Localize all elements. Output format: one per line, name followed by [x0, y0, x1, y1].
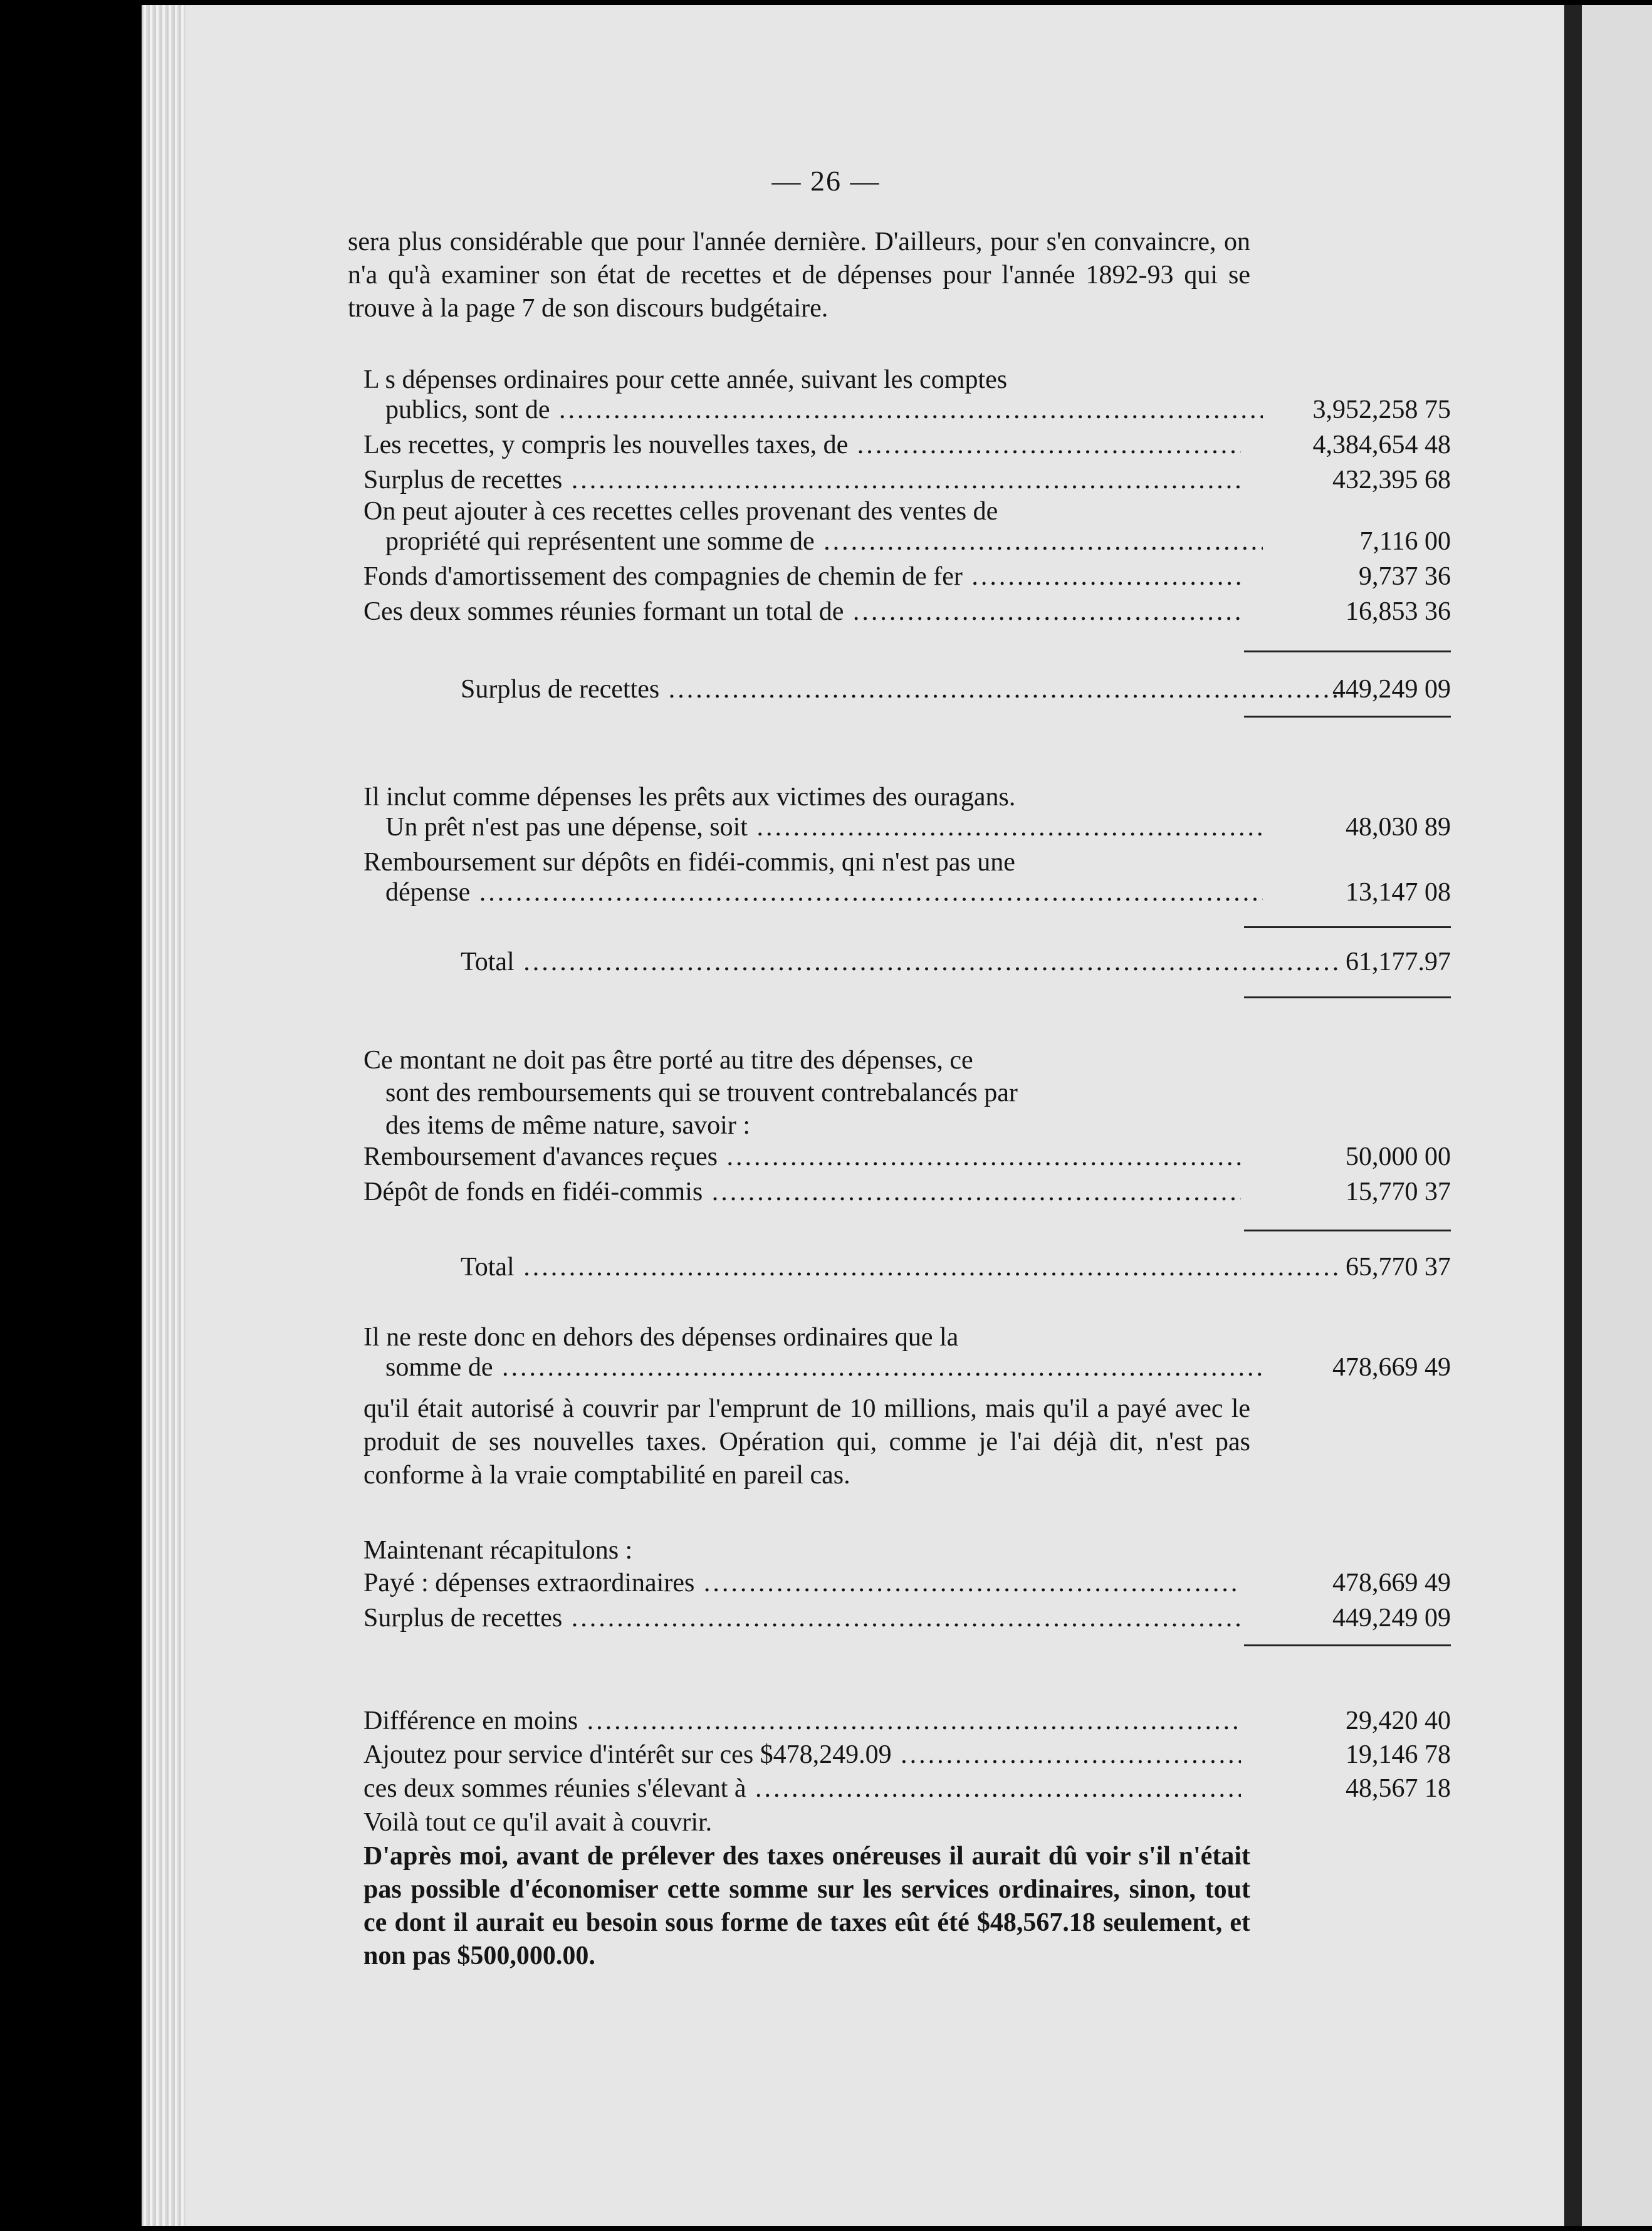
amount: 449,249 09 [1332, 675, 1451, 704]
b2-total-row: Total ..... 61,177.97 [461, 943, 1451, 977]
b3-total-row: Total ..... 65,770 37 [461, 1248, 1451, 1282]
b2-deposit-row: dépense ..... 13,147 08 [385, 874, 1451, 907]
b1-surplus-row: Surplus de recettes ..... 432,395 68 [363, 461, 1451, 495]
b1-sinking-fund-row: Fonds d'amortissement des compagnies de chemin de fer ..... 9,737 36 [363, 558, 1451, 592]
amount: 61,177.97 [1346, 948, 1451, 976]
b5-voila: Voilà tout ce qu'il avait à couvrir. [363, 1808, 713, 1837]
b5-interest-row: Ajoutez pour service d'intérêt sur ces $478,249.09 ..... 19,146 78 [363, 1736, 1451, 1770]
b4-paragraph: qu'il était autorisé à couvrir par l'emprunt de 10 millions, mais qu'il a payé avec le produit de ses nouvelles taxes. Opération qui, comme je l'ai déjà dit, n'est pas conforme à la vraie comptabilité en pareil cas. [363, 1394, 1250, 1490]
amount: 48,567 18 [1346, 1774, 1451, 1803]
b5-difference-row: Différence en moins ..... 29,420 40 [363, 1702, 1451, 1736]
b3-line2: sont des remboursements qui se trouvent contrebalancés par [385, 1079, 1018, 1107]
b1-sales-line1: On peut ajouter à ces recettes celles provenant des ventes de [363, 497, 998, 526]
b1-receipts-row: Les recettes, y compris les nouvelles taxes, de ..... 4,384,654 48 [363, 426, 1451, 460]
amount: 29,420 40 [1346, 1706, 1451, 1735]
b1-sum-row: Ces deux sommes réunies formant un total de ..... 16,853 36 [363, 593, 1451, 627]
rule [1244, 926, 1451, 928]
b1-total-row: Surplus de recettes ..... 449,249 09 [461, 671, 1451, 704]
amount: 7,116 00 [1359, 527, 1451, 556]
b4-surplus-row: Surplus de recettes ..... 449,249 09 [363, 1599, 1451, 1633]
amount: 432,395 68 [1332, 466, 1451, 494]
b3-line3: des items de même nature, savoir : [385, 1111, 750, 1140]
b4-sum-row: somme de ..... 478,669 49 [385, 1349, 1451, 1382]
amount: 65,770 37 [1346, 1253, 1451, 1282]
amount: 4,384,654 48 [1312, 431, 1451, 459]
rule [1244, 716, 1451, 718]
page-number: — 26 — [771, 165, 881, 197]
b3-deposit-row: Dépôt de fonds en fidéi-commis ..... 15,770 37 [363, 1173, 1451, 1207]
amount: 16,853 36 [1346, 597, 1451, 626]
amount: 478,669 49 [1332, 1569, 1451, 1597]
rule [1244, 1230, 1451, 1231]
amount: 19,146 78 [1346, 1740, 1451, 1769]
amount: 15,770 37 [1346, 1178, 1451, 1206]
b1-expenses-row: publics, sont de ..... 3,952,258 75 [385, 391, 1451, 425]
rule [1244, 1644, 1451, 1646]
amount: 48,030 89 [1346, 813, 1451, 842]
b2-loans-row: Un prêt n'est pas une dépense, soit ..... 48,030 89 [385, 808, 1451, 842]
amount: 3,952,258 75 [1312, 395, 1451, 424]
b1-sales-row: propriété qui représentent une somme de ..... 7,116 00 [385, 523, 1451, 556]
b3-advances-row: Remboursement d'avances reçues ..... 50,000 00 [363, 1138, 1451, 1172]
rule [1244, 996, 1451, 998]
gutter-shadow [1564, 5, 1582, 2226]
b5-sum-row: ces deux sommes réunies s'élevant à ..... 48,567 18 [363, 1770, 1451, 1804]
b4-paid-row: Payé : dépenses extraordinaires ..... 478,669 49 [363, 1564, 1451, 1598]
intro-paragraph: sera plus considérable que pour l'année dernière. D'ailleurs, pour s'en convaincre, on n'a qu'à examiner son état de recettes et de dépenses pour l'année 1892-93 qui se trouve à la page 7 de son discours budgétaire. [348, 227, 1250, 323]
amount: 449,249 09 [1332, 1604, 1451, 1633]
b2-loans-line1: Il inclut comme dépenses les prêts aux victimes des ouragans. [363, 783, 1016, 812]
amount: 13,147 08 [1346, 878, 1451, 907]
rule [1244, 650, 1451, 652]
amount: 9,737 36 [1359, 562, 1451, 591]
facing-page-edge [1582, 5, 1652, 2226]
amount: 50,000 00 [1346, 1142, 1451, 1171]
b3-line1: Ce montant ne doit pas être porté au titre des dépenses, ce [363, 1046, 973, 1075]
b4-line1: Il ne reste donc en dehors des dépenses ordinaires que la [363, 1323, 959, 1352]
amount: 478,669 49 [1332, 1353, 1451, 1382]
closing-paragraph: D'après moi, avant de prélever des taxes onéreuses il aurait dû voir s'il n'était pas possible d'économiser cette somme sur les services ordinaires, sinon, tout ce dont il aurait eu besoin sous forme de taxes eût été $48,567.18 seulement, et non pas $500,000.00. [363, 1842, 1250, 1970]
b4-recap: Maintenant récapitulons : [363, 1536, 633, 1565]
page-stack-edge [142, 5, 186, 2226]
b1-expenses-line1: L s dépenses ordinaires pour cette année, suivant les comptes [363, 365, 1008, 394]
b2-deposit-line1: Remboursement sur dépôts en fidéi-commis, qni n'est pas une [363, 848, 1015, 877]
